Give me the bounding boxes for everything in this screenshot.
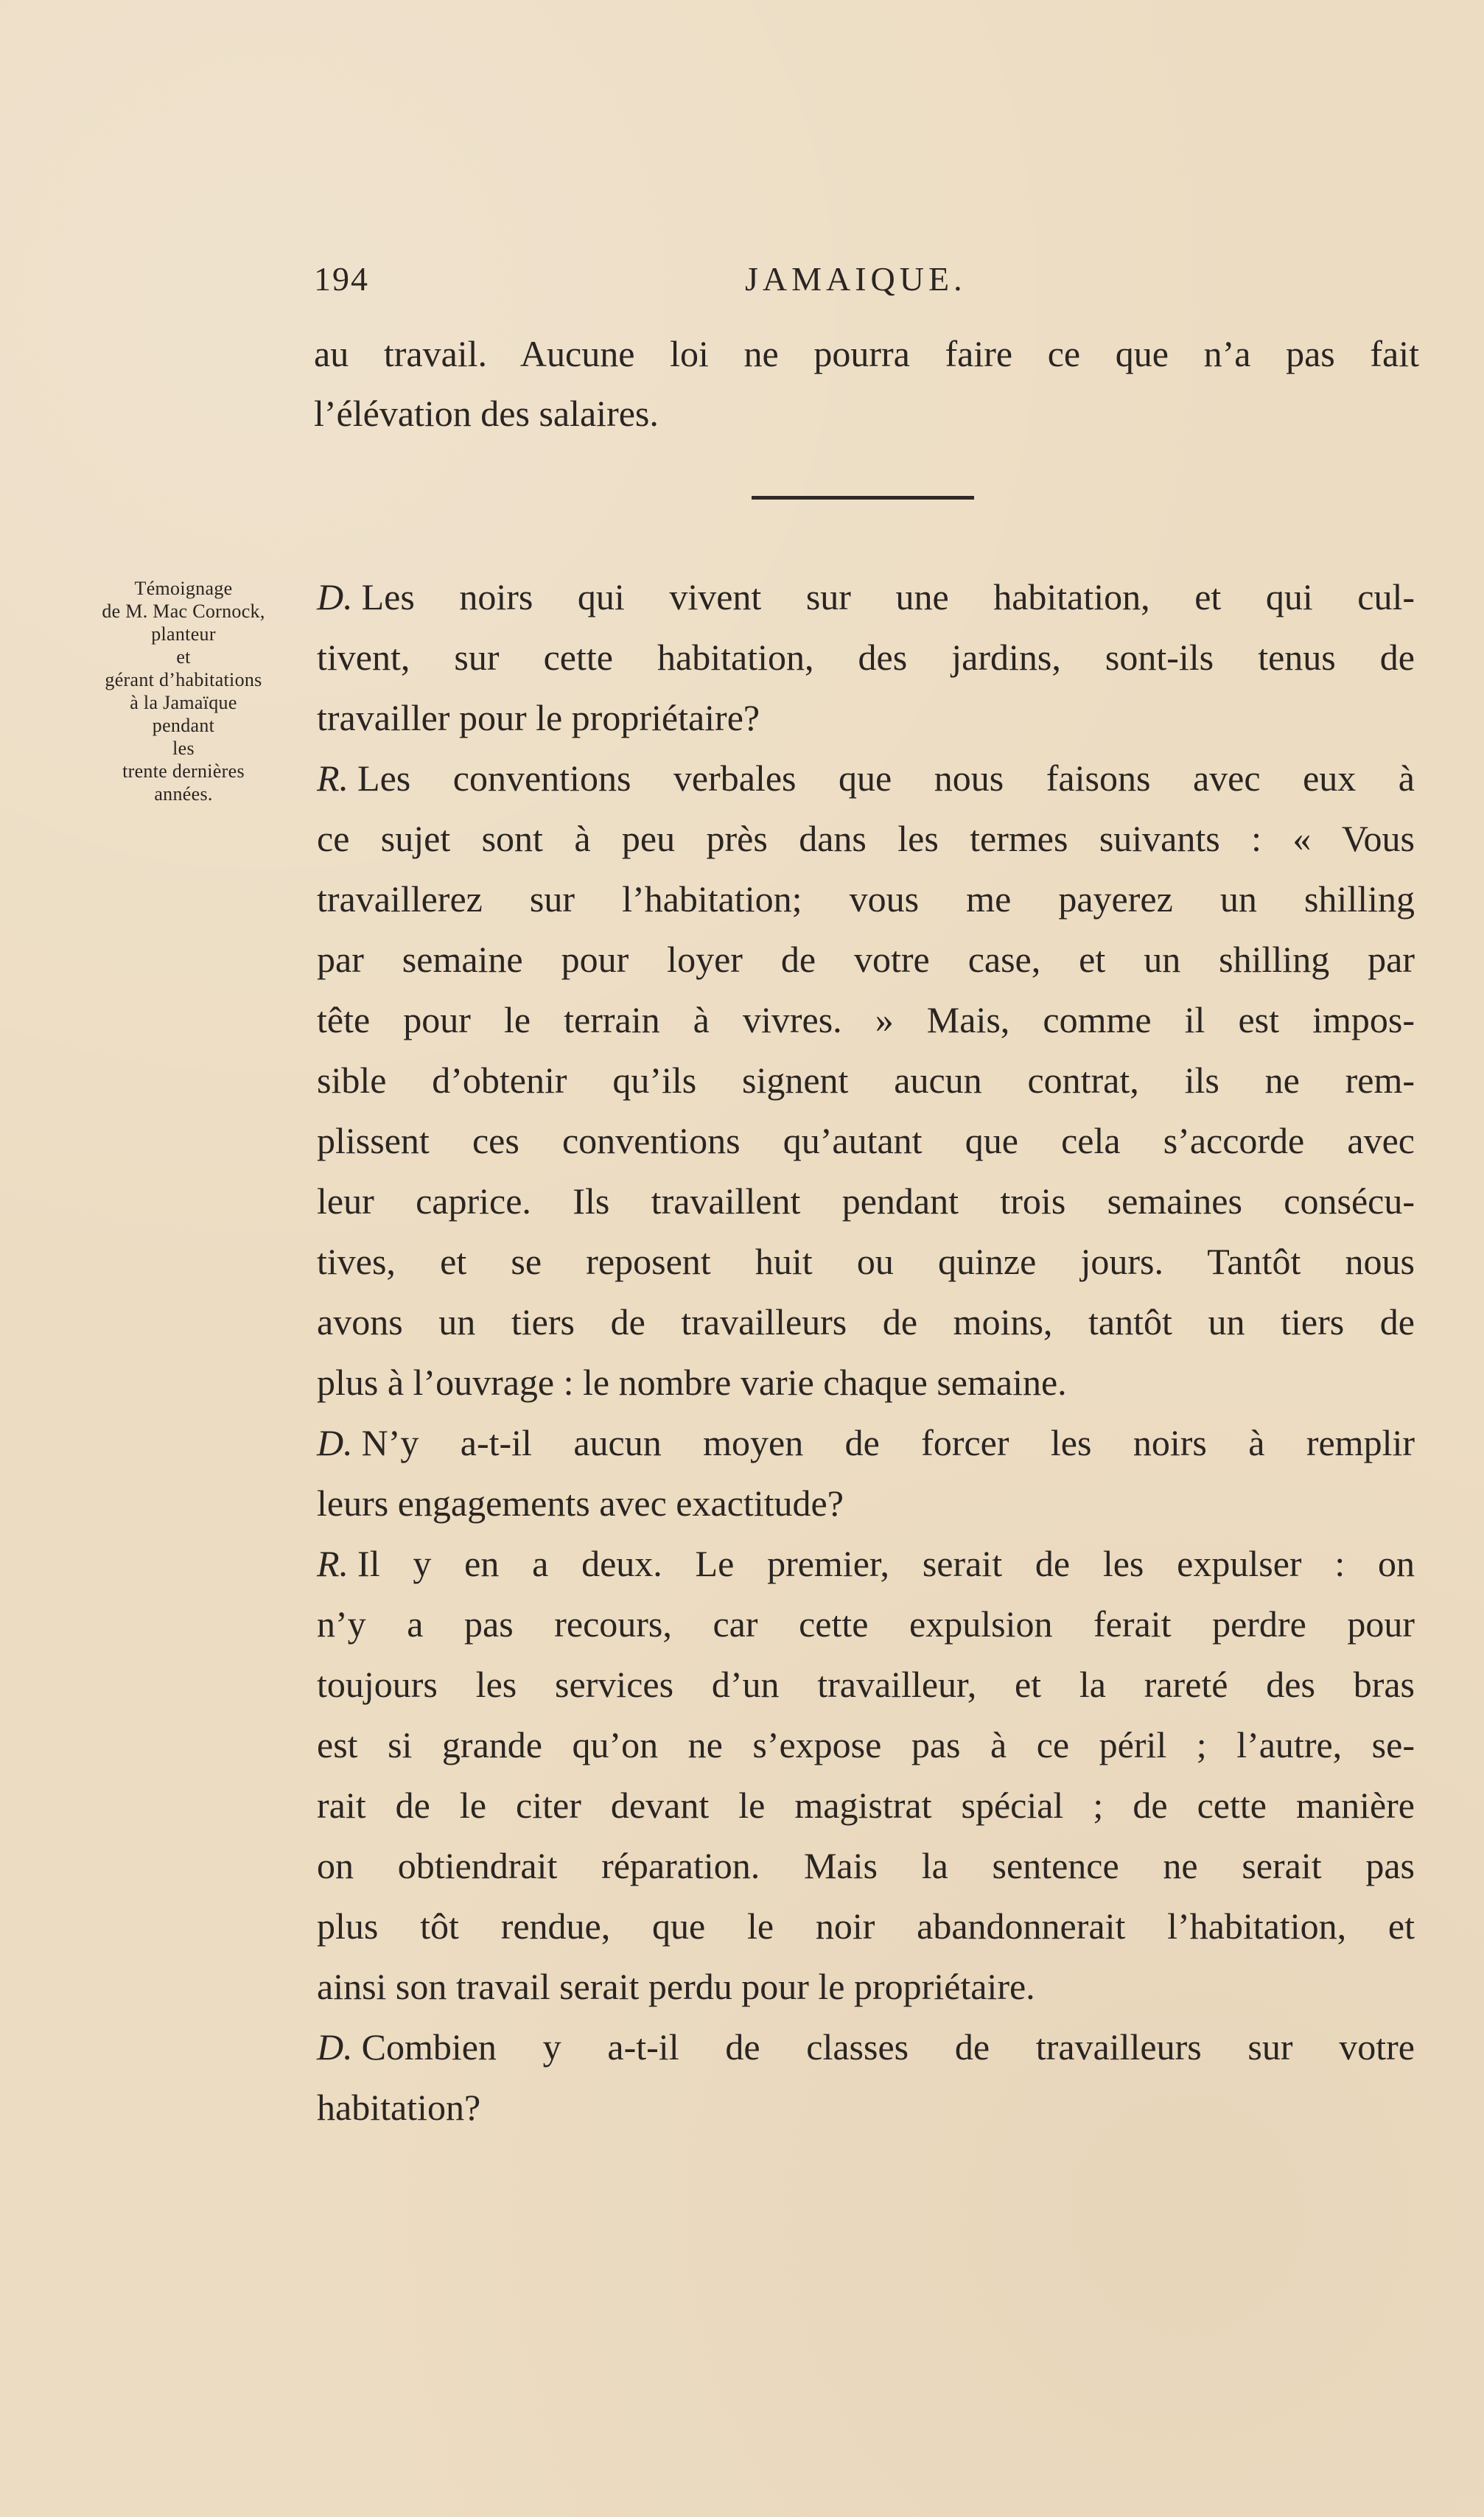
dialogue-line: plissent ces conventions qu’autant que cela s’accorde avec xyxy=(317,1120,1415,1161)
dialogue-line: tives, et se reposent huit ou quinze jours. Tantôt nous xyxy=(317,1241,1415,1282)
dialogue-paragraph xyxy=(317,2017,1415,2138)
sidebar-note-line: et xyxy=(176,646,191,668)
dialogue-line: ainsi son travail serait perdu pour le propriétaire. xyxy=(317,1966,1035,2007)
dialogue-line: leur caprice. Ils travaillent pendant trois semaines consécu- xyxy=(317,1180,1415,1222)
dialogue-paragraph xyxy=(317,1412,1415,1533)
sidebar-note-line: à la Jamaïque xyxy=(130,692,237,713)
dialogue-line: Combien y a-t-il de classes de travailleurs sur votre xyxy=(361,2026,1415,2068)
sidebar-note-line: gérant d’habitations xyxy=(105,669,262,690)
dialogue-line: habitation? xyxy=(317,2087,481,2128)
dialogue-paragraph xyxy=(317,748,1415,1412)
dialogue-line: plus tôt rendue, que le noir abandonnerait l’habitation, et xyxy=(317,1905,1415,1947)
speaker-label: D. xyxy=(317,576,353,617)
speaker-label: D. xyxy=(317,2026,353,2068)
sidebar-note xyxy=(69,578,298,806)
dialogue-line-with-speaker xyxy=(317,748,1415,808)
dialogue-line-with-speaker xyxy=(317,2017,1415,2077)
dialogue-line: plus à l’ouvrage : le nombre varie chaque semaine. xyxy=(317,1362,1067,1403)
speaker-label: D. xyxy=(317,1422,353,1463)
speaker-label: R. xyxy=(317,757,349,799)
dialogue-line: on obtiendrait réparation. Mais la sentence ne serait pas xyxy=(317,1845,1415,1886)
dialogue-line-with-speaker xyxy=(317,567,1415,627)
dialogue-line: Les conventions verbales que nous faisons avec eux à xyxy=(357,757,1415,799)
dialogue-line: travailler pour le propriétaire? xyxy=(317,697,760,738)
dialogue-line: rait de le citer devant le magistrat spécial ; de cette manière xyxy=(317,1785,1415,1826)
running-head: JAMAIQUE. xyxy=(745,260,967,298)
dialogue-line: toujours les services d’un travailleur, et la rareté des bras xyxy=(317,1664,1415,1705)
dialogue-line: par semaine pour loyer de votre case, et un shilling par xyxy=(317,939,1415,980)
dialogue-paragraph xyxy=(317,567,1415,748)
continued-text-line: au travail. Aucune loi ne pourra faire ce que n’a pas fait xyxy=(314,333,1419,374)
dialogue-line: sible d’obtenir qu’ils signent aucun contrat, ils ne rem- xyxy=(317,1060,1415,1101)
speaker-label: R. xyxy=(317,1543,349,1584)
dialogue-line: tête pour le terrain à vivres. » Mais, comme il est impos- xyxy=(317,999,1415,1040)
sidebar-note-line: Témoignage xyxy=(134,578,233,599)
dialogue-line-with-speaker xyxy=(317,1533,1415,1594)
dialogue-line-with-speaker xyxy=(317,1412,1415,1473)
dialogue-line: Il y en a deux. Le premier, serait de les expulser : on xyxy=(357,1543,1415,1584)
sidebar-note-line: les xyxy=(172,738,195,759)
sidebar-note-line: planteur xyxy=(151,623,216,645)
continued-text-line: l’élévation des salaires. xyxy=(314,393,659,434)
dialogue-line: est si grande qu’on ne s’expose pas à ce péril ; l’autre, se- xyxy=(317,1724,1415,1765)
dialogue-line: travaillerez sur l’habitation; vous me payerez un shilling xyxy=(317,878,1415,920)
section-divider xyxy=(752,496,974,500)
continued-text xyxy=(314,324,1419,444)
page-number: 194 xyxy=(314,260,369,298)
dialogue-line: N’y a-t-il aucun moyen de forcer les noirs à remplir xyxy=(361,1422,1415,1463)
dialogue-line: Les noirs qui vivent sur une habitation, et qui cul- xyxy=(361,576,1415,617)
dialogue-line: n’y a pas recours, car cette expulsion ferait perdre pour xyxy=(317,1603,1415,1645)
sidebar-note-line: trente dernières xyxy=(122,760,245,782)
page-header xyxy=(314,259,1419,311)
dialogue-line: ce sujet sont à peu près dans les termes suivants : « Vous xyxy=(317,818,1415,859)
dialogue-line: tivent, sur cette habitation, des jardins, sont-ils tenus de xyxy=(317,637,1415,678)
dialogue-line: avons un tiers de travailleurs de moins, tantôt un tiers de xyxy=(317,1301,1415,1342)
dialogue-paragraph xyxy=(317,1533,1415,2017)
dialogue-line: leurs engagements avec exactitude? xyxy=(317,1482,844,1524)
sidebar-note-line: pendant xyxy=(152,715,215,736)
sidebar-note-line: années. xyxy=(154,783,213,805)
sidebar-note-line: de M. Mac Cornock, xyxy=(102,601,265,622)
dialogue-text xyxy=(317,567,1415,2138)
